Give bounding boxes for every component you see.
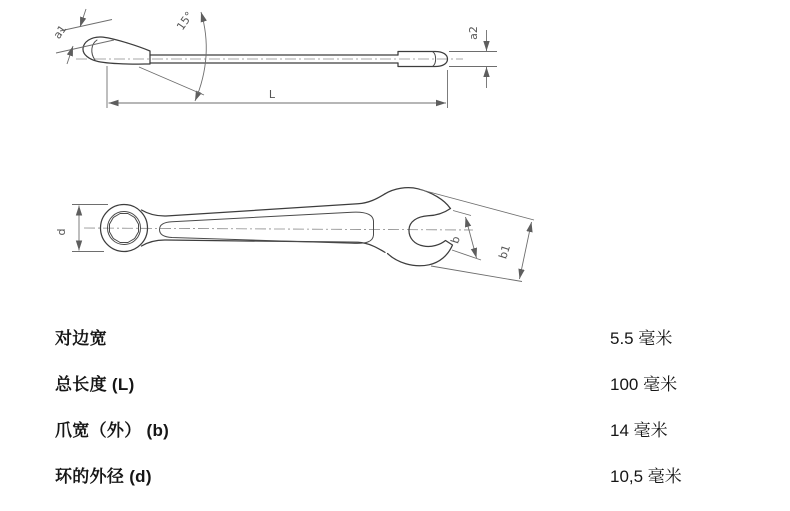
spec-value: 10,5 毫米 (610, 466, 682, 486)
spec-label: 环的外径 (d) (55, 466, 152, 486)
spec-table (0, 305, 790, 497)
spec-row (0, 313, 790, 359)
dim-b-b1 (420, 190, 534, 282)
spec-value: 100 毫米 (610, 374, 678, 394)
spec-row (0, 405, 790, 451)
wrench-side-view (51, 9, 497, 108)
dim-label-a2: a2 (467, 26, 480, 40)
dim-label-b: b (448, 234, 463, 246)
dim-a1 (51, 9, 114, 64)
dim-label-d: d (55, 228, 68, 236)
spec-value: 5.5 毫米 (610, 328, 673, 348)
spec-label: 总长度 (L) (55, 374, 135, 394)
open-end-head-plan (385, 188, 453, 266)
spec-label: 对边宽 (55, 328, 107, 348)
dim-label-a1: a1 (50, 22, 70, 42)
dim-label-L: L (268, 88, 276, 101)
spec-row (0, 359, 790, 405)
dim-L (107, 66, 448, 108)
plan-view-centerline (84, 228, 473, 230)
spec-value: 14 毫米 (610, 420, 668, 440)
shaft-panel (160, 212, 374, 243)
spec-label: 爪宽（外） (b) (55, 420, 170, 440)
angle-label: 15° (174, 9, 197, 33)
dim-label-b1: b1 (496, 243, 514, 261)
spec-row (0, 451, 790, 497)
dim-a2 (449, 26, 497, 88)
open-end-head-side (83, 37, 150, 64)
wrench-plan-view (55, 188, 534, 282)
